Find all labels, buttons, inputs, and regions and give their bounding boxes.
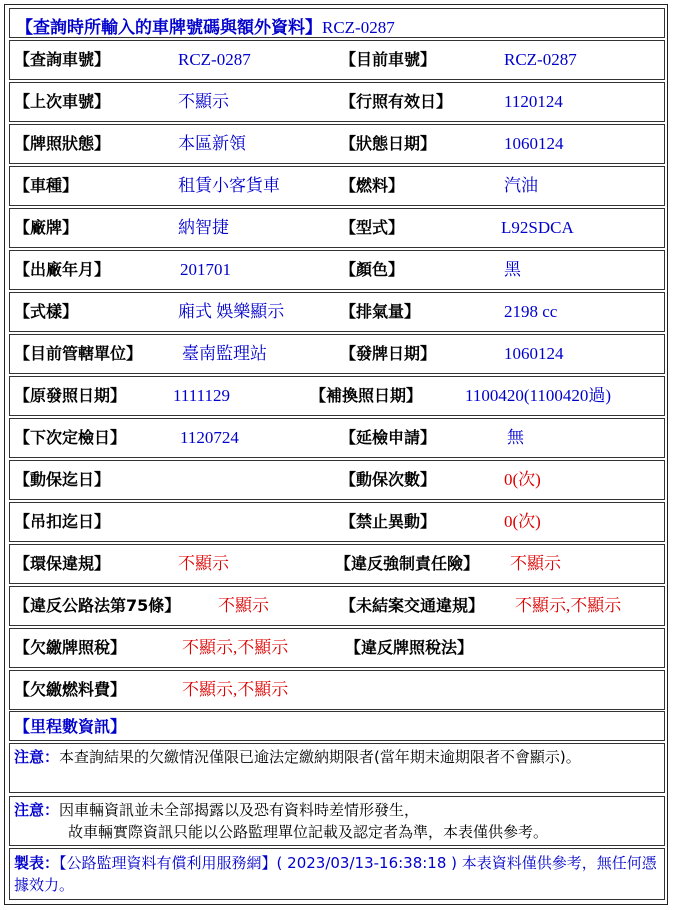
- field-value: 1111129: [173, 386, 230, 405]
- field-label: 【禁止異動】: [340, 512, 437, 531]
- field-value: 租賃小客貨車: [178, 176, 280, 195]
- field-value: 無: [507, 428, 524, 447]
- field-value: 0(次): [504, 512, 541, 531]
- field-value: 不顯示: [178, 92, 229, 111]
- field-label: 【車種】: [14, 176, 79, 195]
- field-label: 【違反公路法第75條】: [14, 596, 181, 615]
- query-title-row: [9, 8, 665, 38]
- field-label: 【動保次數】: [340, 470, 437, 489]
- field-label: 【查詢車號】: [14, 50, 111, 69]
- field-label: 【下次定檢日】: [14, 428, 127, 447]
- field-label: 【違反強制責任險】: [335, 554, 480, 573]
- field-label: 【欠繳牌照稅】: [14, 638, 127, 657]
- data-row: [9, 82, 665, 122]
- data-row: [9, 418, 665, 458]
- note-2-line2: 故車輛實際資訊只能以公路監理單位記載及認定者為準，本表僅供參考。: [68, 823, 549, 841]
- data-row: [9, 586, 665, 626]
- title-prefix: 【查詢時所輸入的車牌號碼與額外資料】: [16, 18, 322, 38]
- field-value: 201701: [180, 260, 231, 279]
- field-label: 【環保違規】: [14, 554, 111, 573]
- data-row: [9, 124, 665, 164]
- note-row-2: [9, 796, 665, 846]
- field-value: 不顯示: [510, 554, 561, 573]
- field-value: 不顯示,不顯示: [182, 680, 289, 699]
- field-value: 0(次): [504, 470, 541, 489]
- note-2-label: 注意：: [14, 801, 60, 819]
- field-label: 【廠牌】: [14, 218, 79, 237]
- data-row: [9, 544, 665, 584]
- field-value: RCZ-0287: [504, 50, 577, 69]
- field-value: RCZ-0287: [178, 50, 251, 69]
- field-label: 【目前車號】: [340, 50, 437, 69]
- title-plate: RCZ-0287: [322, 18, 395, 37]
- data-row: [9, 502, 665, 542]
- field-value: 1120724: [180, 428, 239, 447]
- data-row: [9, 376, 665, 416]
- field-label: 【吊扣迄日】: [14, 512, 111, 531]
- field-value: 不顯示: [218, 596, 269, 615]
- field-value: 汽油: [504, 176, 538, 195]
- field-label: 【狀態日期】: [340, 134, 437, 153]
- field-label: 【補換照日期】: [310, 386, 423, 405]
- footer-note: ( 2023/03/13-16:38:18 ) 本表資料僅供參考，無任何憑據效力。: [14, 854, 657, 894]
- data-row: [9, 40, 665, 80]
- field-label: 【出廠年月】: [14, 260, 111, 279]
- field-label: 【顏色】: [340, 260, 405, 279]
- field-label: 【式樣】: [14, 302, 79, 321]
- note-1-label: 注意：: [14, 748, 60, 766]
- field-value: 1060124: [504, 134, 564, 153]
- field-label: 【動保迄日】: [14, 470, 111, 489]
- data-row: [9, 292, 665, 332]
- data-row: [9, 250, 665, 290]
- field-value: L92SDCA: [501, 218, 574, 237]
- data-row: [9, 460, 665, 500]
- footer-label: 製表：: [14, 854, 60, 872]
- field-label: 【發牌日期】: [340, 344, 437, 363]
- field-value: 廂式 娛樂顯示: [178, 302, 285, 321]
- field-label: 【燃料】: [340, 176, 405, 195]
- field-label: 【違反牌照稅法】: [345, 638, 474, 657]
- data-row: [9, 334, 665, 374]
- mileage-row: [9, 711, 665, 741]
- field-label: 【延檢申請】: [340, 428, 437, 447]
- mileage-heading: 【里程數資訊】: [14, 717, 127, 736]
- field-label: 【欠繳燃料費】: [14, 680, 127, 699]
- field-value: 臺南監理站: [182, 344, 267, 363]
- page-title: [16, 13, 395, 38]
- field-value: 不顯示: [178, 554, 229, 573]
- field-label: 【上次車號】: [14, 92, 111, 111]
- field-value: 不顯示,不顯示: [515, 596, 622, 615]
- field-label: 【排氣量】: [340, 302, 421, 321]
- field-value: 1060124: [504, 344, 564, 363]
- field-label: 【牌照狀態】: [14, 134, 111, 153]
- note-1-text: 本查詢結果的欠繳情況僅限已逾法定繳納期限者(當年期末逾期限者不會顯示)。: [59, 748, 581, 766]
- note-2: [14, 799, 660, 843]
- field-label: 【原發照日期】: [14, 386, 127, 405]
- field-value: 本區新領: [178, 134, 246, 153]
- data-row: [9, 166, 665, 206]
- footer-text: [14, 852, 660, 896]
- note-row-1: [9, 743, 665, 793]
- field-value: 1120124: [504, 92, 563, 111]
- field-value: 不顯示,不顯示: [182, 638, 289, 657]
- field-value: 黑: [504, 260, 521, 279]
- note-2-line1: 因車輛資訊並未全部揭露以及恐有資料時差情形發生，: [59, 801, 420, 819]
- field-value: 1100420(1100420過): [465, 386, 612, 405]
- data-row: [9, 208, 665, 248]
- data-row: [9, 670, 665, 710]
- footer-row: [9, 848, 665, 900]
- field-label: 【行照有效日】: [340, 92, 453, 111]
- note-1: [14, 746, 660, 768]
- field-label: 【型式】: [340, 218, 405, 237]
- field-label: 【未結案交通違規】: [340, 596, 485, 615]
- field-label: 【目前管轄單位】: [14, 344, 143, 363]
- field-value: 納智捷: [178, 218, 229, 237]
- data-row: [9, 628, 665, 668]
- field-value: 2198 cc: [504, 302, 558, 321]
- service-link[interactable]: 【公路監理資料有償利用服務網】: [59, 854, 277, 872]
